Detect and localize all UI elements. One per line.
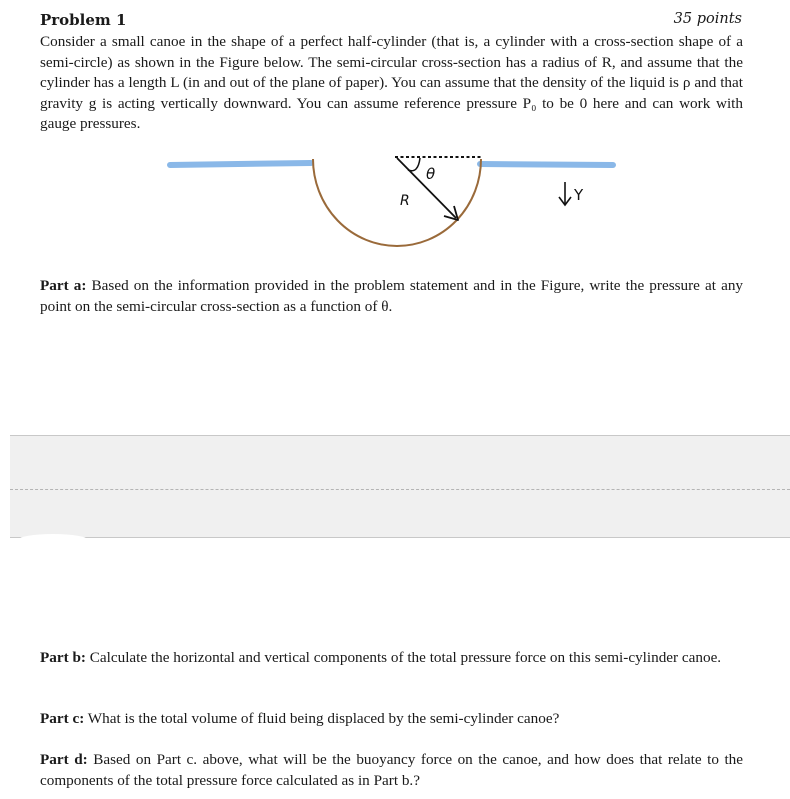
theta-label: θ bbox=[426, 165, 436, 183]
canoe-figure bbox=[160, 148, 630, 258]
part-c-text: What is the total volume of fluid being displaced by the semi-cylinder canoe? bbox=[87, 710, 560, 727]
part-d-label: Part d: bbox=[40, 751, 88, 768]
problem-title: Problem 1 bbox=[40, 11, 127, 29]
scan-artifact bbox=[18, 534, 88, 546]
answer-divider bbox=[10, 489, 790, 490]
part-d bbox=[40, 750, 743, 791]
radius-label: R bbox=[400, 193, 410, 209]
water-surface-right bbox=[480, 164, 613, 165]
canoe-hull bbox=[313, 159, 481, 246]
y-axis-label: Y bbox=[574, 186, 584, 204]
part-c bbox=[40, 709, 743, 730]
theta-arc bbox=[408, 158, 420, 171]
part-d-text: Based on Part c. above, what will be the buoyancy force on the canoe, and how does that relate to the components of the total pressure force calculated as in Part b.? bbox=[40, 751, 744, 789]
part-b-label: Part b: bbox=[40, 649, 86, 666]
part-a-text: Based on the information provided in the problem statement and in the Figure, write the pressure at any point on the semi-circular cross-section as a function of θ. bbox=[40, 277, 744, 315]
part-b bbox=[40, 648, 743, 669]
water-surface-left bbox=[170, 163, 311, 165]
part-b-text: Calculate the horizontal and vertical components of the total pressure force on this semi-cylinder canoe. bbox=[89, 649, 722, 666]
part-c-label: Part c: bbox=[40, 710, 85, 727]
problem-header bbox=[40, 11, 742, 33]
problem-statement: Consider a small canoe in the shape of a perfect half-cylinder (that is, a cylinder with a cross-section shape of a semi-circle) as shown in the Figure below. The semi-circular cross-section has a radius of R, and assume that the cylinder has a length L (in and out of the plane of paper). You can assume that the density of the liquid is ρ and that gravity g is acting vertically downward. You can assume reference pressure P₀ to be 0 here and can work with gauge pressures. bbox=[40, 33, 743, 132]
part-a-label: Part a: bbox=[40, 277, 87, 294]
points-label: 35 points bbox=[673, 11, 742, 27]
part-a bbox=[40, 276, 743, 317]
answer-area[interactable] bbox=[10, 435, 790, 538]
